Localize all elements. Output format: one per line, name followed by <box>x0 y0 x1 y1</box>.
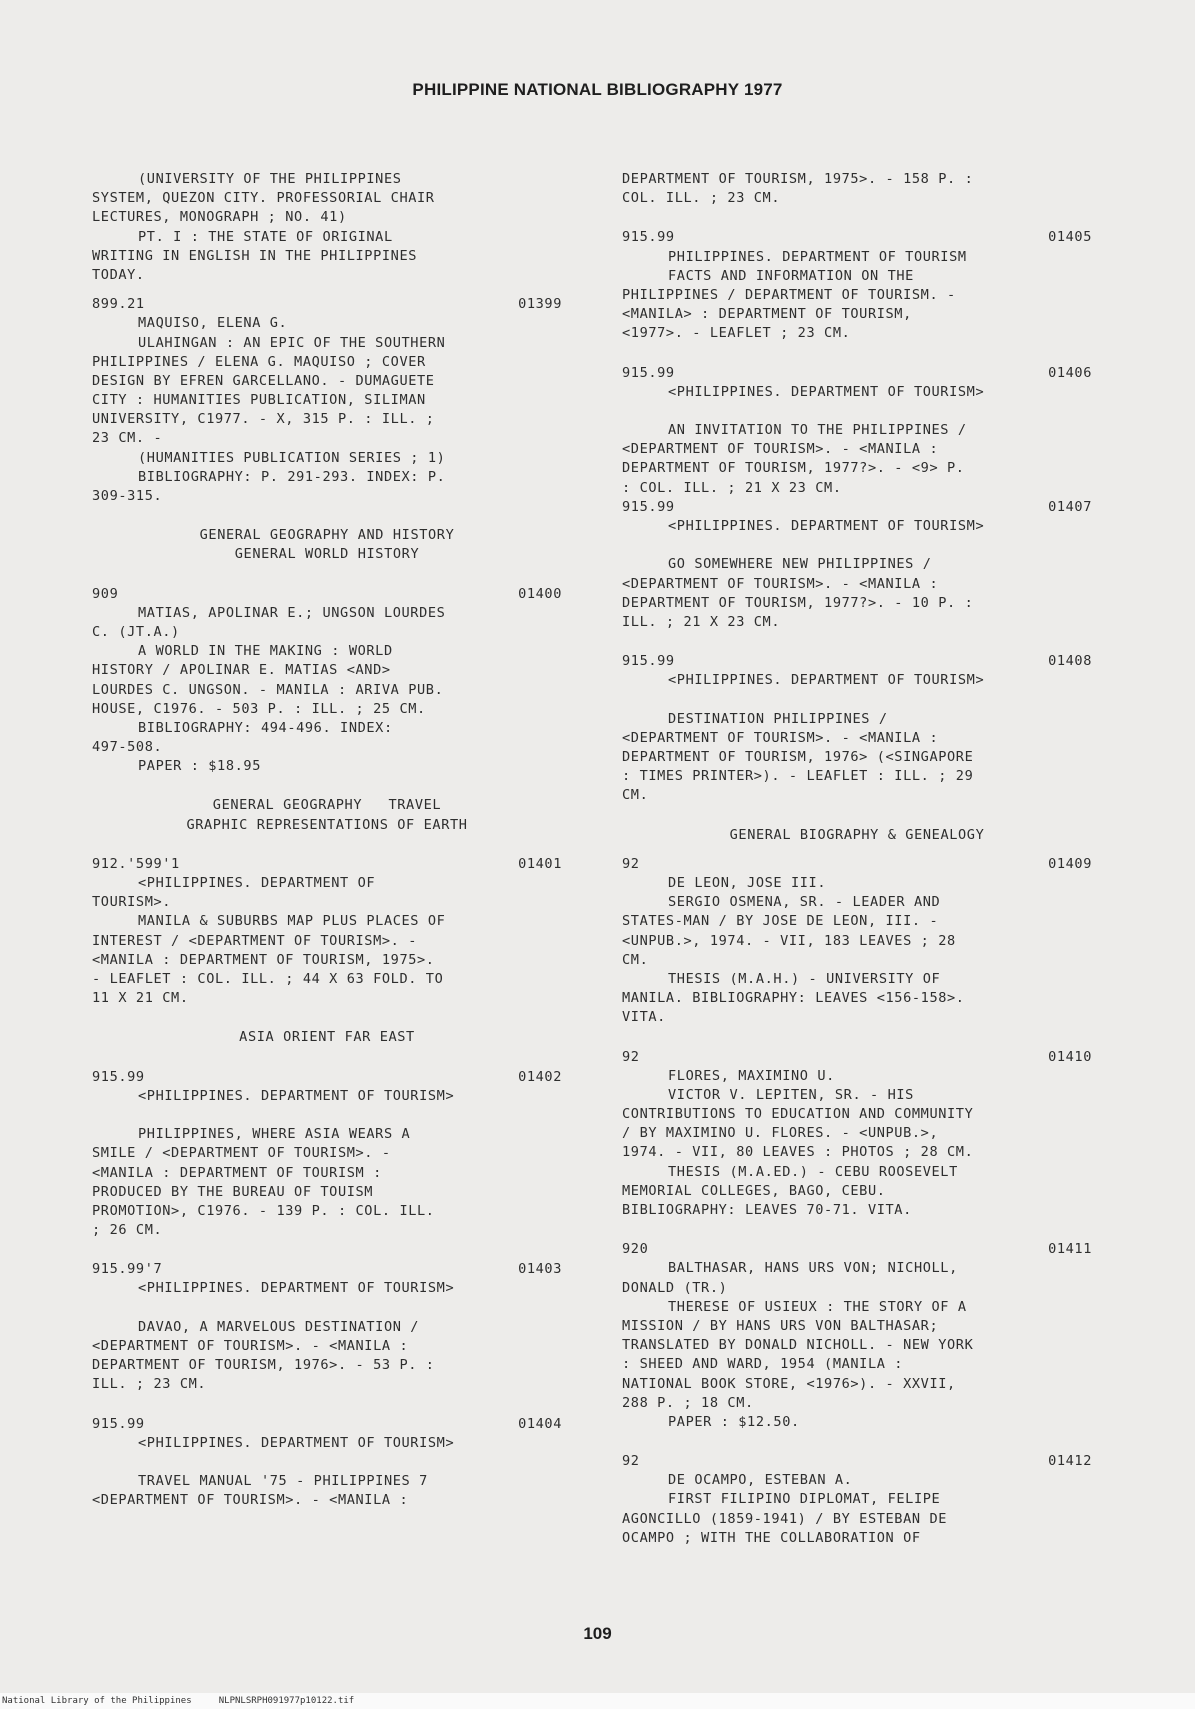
entry-header <box>622 1048 1092 1067</box>
entry-number: 01412 <box>1048 1453 1092 1470</box>
spacer <box>622 1220 1092 1240</box>
call-number: 915.99 <box>622 364 675 381</box>
entry-line: THESIS (M.A.H.) - UNIVERSITY OF <box>668 970 941 987</box>
entry-line: ILL. ; 21 X 23 CM. <box>622 613 781 630</box>
call-number: 912.'599'1 <box>92 855 180 872</box>
entry-line: MISSION / BY HANS URS VON BALTHASAR; <box>622 1317 939 1334</box>
entry-line: <DEPARTMENT OF TOURISM>. - <MANILA : <box>92 1492 409 1509</box>
subject-heading: GENERAL GEOGRAPHY AND HISTORY <box>199 527 455 544</box>
entry-line: DEPARTMENT OF TOURISM, 1976> (<SINGAPORE <box>622 749 974 766</box>
entry-header <box>92 1415 562 1434</box>
entry-line: <PHILIPPINES. DEPARTMENT OF TOURISM> <box>668 518 985 534</box>
entry-line: <MANILA : DEPARTMENT OF TOURISM, 1975>. <box>92 951 435 968</box>
subject-heading: ASIA ORIENT FAR EAST <box>239 1029 415 1046</box>
call-number: 915.99 <box>622 653 675 670</box>
entry-line: 23 CM. - <box>92 430 163 447</box>
entry-header <box>92 1068 562 1087</box>
spacer <box>622 208 1092 228</box>
entry-line: CM. <box>622 787 649 804</box>
entry-line: PHILIPPINES / ELENA G. MAQUISO ; COVER <box>92 353 426 370</box>
entry-line: DE LEON, JOSE III. <box>668 875 827 892</box>
entry-line: / BY MAXIMINO U. FLORES. - <UNPUB.>, <box>622 1125 939 1142</box>
entry-line: ULAHINGAN : AN EPIC OF THE SOUTHERN <box>138 334 446 351</box>
entry-number: 01400 <box>518 585 562 602</box>
entry-line: FACTS AND INFORMATION ON THE <box>668 267 914 284</box>
entry-line: <UNPUB.>, 1974. - VII, 183 LEAVES ; 28 <box>622 932 956 949</box>
page-header: PHILIPPINE NATIONAL BIBLIOGRAPHY 1977 <box>412 80 783 99</box>
entry-line: TRAVEL MANUAL '75 - PHILIPPINES 7 <box>138 1473 428 1490</box>
spacer <box>92 1008 562 1028</box>
entry-line: <PHILIPPINES. DEPARTMENT OF TOURISM> <box>138 1434 455 1451</box>
entry-line: TRANSLATED BY DONALD NICHOLL. - NEW YORK <box>622 1337 974 1354</box>
entry-number: 01407 <box>1048 498 1092 515</box>
entry-number: 01404 <box>518 1415 562 1432</box>
spacer <box>622 632 1092 652</box>
entry-line: WRITING IN ENGLISH IN THE PHILIPPINES <box>92 247 418 264</box>
entry-line: FIRST FILIPINO DIPLOMAT, FELIPE <box>668 1491 941 1508</box>
entry-line: AN INVITATION TO THE PHILIPPINES / <box>668 422 967 439</box>
entry-line: BIBLIOGRAPHY: LEAVES 70-71. VITA. <box>622 1202 912 1219</box>
entry-header <box>92 295 562 314</box>
entry-line: GO SOMEWHERE NEW PHILIPPINES / <box>668 556 932 573</box>
entry-line: BIBLIOGRAPHY: P. 291-293. INDEX: P. <box>138 468 446 485</box>
entry-line: ; 26 CM. <box>92 1222 163 1239</box>
entry-number: 01409 <box>1048 855 1092 872</box>
entry-line: <MANILA> : DEPARTMENT OF TOURISM, <box>622 306 912 323</box>
entry-line: DEPARTMENT OF TOURISM, 1977?>. - <9> P. <box>622 460 965 477</box>
entry-line: LOURDES C. UNGSON. - MANILA : ARIVA PUB. <box>92 681 444 698</box>
entry-line: CM. <box>622 951 649 968</box>
spacer <box>622 344 1092 364</box>
entry-line <box>622 691 1092 710</box>
entry-line: COL. ILL. ; 23 CM. <box>622 190 781 207</box>
entry-line: TOURISM>. <box>92 894 172 911</box>
entry-line: HOUSE, C1976. - 503 P. : ILL. ; 25 CM. <box>92 700 426 717</box>
entry-number: 01410 <box>1048 1048 1092 1065</box>
entry-line: PHILIPPINES / DEPARTMENT OF TOURISM. - <box>622 286 956 303</box>
spacer <box>622 806 1092 826</box>
entry-line: 309-315. <box>92 488 163 504</box>
entry-line: OCAMPO ; WITH THE COLLABORATION OF <box>622 1529 921 1546</box>
entry-header <box>622 498 1092 517</box>
entry-line: MAQUISO, ELENA G. <box>138 315 288 332</box>
entry-line: C. (JT.A.) <box>92 623 180 640</box>
entry-number: 01399 <box>518 296 562 313</box>
entry-line: PHILIPPINES. DEPARTMENT OF TOURISM <box>668 248 967 265</box>
entry-line: <PHILIPPINES. DEPARTMENT OF TOURISM> <box>668 672 985 689</box>
entry-line: DE OCAMPO, ESTEBAN A. <box>668 1472 853 1489</box>
entry-line: PAPER : $12.50. <box>668 1413 800 1430</box>
call-number: 915.99 <box>622 498 675 515</box>
entry-line: <DEPARTMENT OF TOURISM>. - <MANILA : <box>622 729 939 746</box>
entry-header <box>92 585 562 604</box>
entry-line: <DEPARTMENT OF TOURISM>. - <MANILA : <box>92 1338 409 1355</box>
entry-line: SMILE / <DEPARTMENT OF TOURISM>. - <box>92 1145 391 1162</box>
entry-number: 01402 <box>518 1068 562 1085</box>
entry-line: CONTRIBUTIONS TO EDUCATION AND COMMUNITY <box>622 1106 974 1123</box>
spacer <box>92 1048 562 1068</box>
entry-number: 01408 <box>1048 653 1092 670</box>
entry-line: MATIAS, APOLINAR E.; UNGSON LOURDES <box>138 604 446 621</box>
entry-line: BIBLIOGRAPHY: 494-496. INDEX: <box>138 719 393 736</box>
subject-heading: GENERAL GEOGRAPHY TRAVEL <box>212 797 442 814</box>
subject-heading: GENERAL WORLD HISTORY <box>234 546 420 563</box>
entry-line <box>92 1453 562 1472</box>
entry-header <box>622 1240 1092 1259</box>
call-number: 92 <box>622 855 640 872</box>
entry-line: DESIGN BY EFREN GARCELLANO. - DUMAGUETE <box>92 372 435 389</box>
call-number: 915.99 <box>92 1415 145 1432</box>
entry-line: <DEPARTMENT OF TOURISM>. - <MANILA : <box>622 575 939 592</box>
call-number: 915.99'7 <box>92 1261 163 1278</box>
entry-line: 1974. - VII, 80 LEAVES : PHOTOS ; 28 CM. <box>622 1144 974 1161</box>
entry-line: HISTORY / APOLINAR E. MATIAS <AND> <box>92 662 391 679</box>
entry-line: VICTOR V. LEPITEN, SR. - HIS <box>668 1086 914 1103</box>
spacer <box>622 1432 1092 1452</box>
entry-line: ILL. ; 23 CM. <box>92 1376 207 1393</box>
entry-header <box>622 364 1092 383</box>
entry-line: 11 X 21 CM. <box>92 990 189 1007</box>
entry-header <box>622 1452 1092 1471</box>
entry-line: THESIS (M.A.ED.) - CEBU ROOSEVELT <box>668 1163 958 1180</box>
entry-header <box>622 652 1092 671</box>
entry-header <box>92 1260 562 1279</box>
entry-line: UNIVERSITY, C1977. - X, 315 P. : ILL. ; <box>92 411 435 428</box>
entry-number: 01405 <box>1048 229 1092 246</box>
entry-line: PROMOTION>, C1976. - 139 P. : COL. ILL. <box>92 1202 435 1219</box>
entry-number: 01406 <box>1048 364 1092 381</box>
subject-heading: GRAPHIC REPRESENTATIONS OF EARTH <box>186 816 468 833</box>
entry-line: VITA. <box>622 1009 666 1026</box>
entry-line: : COL. ILL. ; 21 X 23 CM. <box>622 479 842 496</box>
entry-line: MANILA & SUBURBS MAP PLUS PLACES OF <box>138 913 446 930</box>
entry-line: PHILIPPINES, WHERE ASIA WEARS A <box>138 1126 411 1143</box>
spacer <box>92 1395 562 1415</box>
entry-line: <DEPARTMENT OF TOURISM>. - <MANILA : <box>622 441 939 458</box>
entry-line <box>92 1106 562 1125</box>
spacer <box>92 835 562 855</box>
entry-number: 01403 <box>518 1261 562 1278</box>
entry-line: FLORES, MAXIMINO U. <box>668 1067 835 1084</box>
entry-line: <PHILIPPINES. DEPARTMENT OF TOURISM> <box>668 383 985 400</box>
entry-line: <MANILA : DEPARTMENT OF TOURISM : <box>92 1164 382 1181</box>
spacer <box>92 285 562 295</box>
entry-line: (UNIVERSITY OF THE PHILIPPINES <box>138 171 402 187</box>
call-number: 899.21 <box>92 296 145 313</box>
entry-line: NATIONAL BOOK STORE, <1976>). - XXVII, <box>622 1375 956 1392</box>
left-column <box>92 170 562 1511</box>
entry-line: PT. I : THE STATE OF ORIGINAL <box>138 228 393 245</box>
subject-heading: GENERAL BIOGRAPHY & GENEALOGY <box>729 826 985 843</box>
entry-line: STATES-MAN / BY JOSE DE LEON, III. - <box>622 913 939 930</box>
right-column <box>622 170 1092 1548</box>
entry-line: AGONCILLO (1859-1941) / BY ESTEBAN DE <box>622 1510 948 1527</box>
spacer <box>92 506 562 526</box>
call-number: 920 <box>622 1241 649 1258</box>
entry-line: CITY : HUMANITIES PUBLICATION, SILIMAN <box>92 392 426 409</box>
entry-line: 497-508. <box>92 739 163 756</box>
spacer <box>622 845 1092 855</box>
spacer <box>92 565 562 585</box>
spacer <box>92 776 562 796</box>
call-number: 909 <box>92 585 119 602</box>
entry-line: LECTURES, MONOGRAPH ; NO. 41) <box>92 209 347 226</box>
entry-line: PAPER : $18.95 <box>138 758 261 775</box>
entry-line: MEMORIAL COLLEGES, BAGO, CEBU. <box>622 1182 886 1199</box>
entry-line: INTEREST / <DEPARTMENT OF TOURISM>. - <box>92 932 418 949</box>
entry-line: <PHILIPPINES. DEPARTMENT OF TOURISM> <box>138 1280 455 1297</box>
entry-line <box>622 402 1092 421</box>
entry-line: DONALD (TR.) <box>622 1279 728 1296</box>
entry-line: - LEAFLET : COL. ILL. ; 44 X 63 FOLD. TO <box>92 971 444 987</box>
entry-line: : TIMES PRINTER>). - LEAFLET : ILL. ; 29 <box>622 768 974 785</box>
call-number: 92 <box>622 1048 640 1065</box>
entry-line: SERGIO OSMENA, SR. - LEADER AND <box>668 894 941 911</box>
entry-line: DEPARTMENT OF TOURISM, 1977?>. - 10 P. : <box>622 594 974 611</box>
entry-line: A WORLD IN THE MAKING : WORLD <box>138 643 393 660</box>
entry-header <box>622 228 1092 247</box>
entry-number: 01411 <box>1048 1241 1092 1258</box>
entry-line: <1977>. - LEAFLET ; 23 CM. <box>622 325 851 342</box>
entry-line: DESTINATION PHILIPPINES / <box>668 710 888 727</box>
entry-line: DAVAO, A MARVELOUS DESTINATION / <box>138 1318 420 1335</box>
entry-line: 288 P. ; 18 CM. <box>622 1394 754 1411</box>
entry-line: BALTHASAR, HANS URS VON; NICHOLL, <box>668 1260 958 1277</box>
entry-header <box>622 855 1092 874</box>
entry-line: DEPARTMENT OF TOURISM, 1975>. - 158 P. : <box>622 171 974 187</box>
call-number: 915.99 <box>622 229 675 246</box>
entry-line: MANILA. BIBLIOGRAPHY: LEAVES <156-158>. <box>622 990 965 1007</box>
entry-line: <PHILIPPINES. DEPARTMENT OF TOURISM> <box>138 1087 455 1104</box>
entry-line: TODAY. <box>92 266 145 283</box>
spacer <box>92 1240 562 1260</box>
entry-number: 01401 <box>518 855 562 872</box>
scan-footer: National Library of the Philippines NLPNLSRPH091977p10122.tif <box>0 1693 1195 1709</box>
entry-header <box>92 855 562 874</box>
entry-line: THERESE OF USIEUX : THE STORY OF A <box>668 1298 967 1315</box>
entry-line: DEPARTMENT OF TOURISM, 1976>. - 53 P. : <box>92 1357 435 1374</box>
call-number: 92 <box>622 1453 640 1470</box>
call-number: 915.99 <box>92 1068 145 1085</box>
entry-line: (HUMANITIES PUBLICATION SERIES ; 1) <box>138 449 446 466</box>
entry-line: PRODUCED BY THE BUREAU OF TOUISM <box>92 1183 374 1200</box>
entry-line <box>92 1299 562 1318</box>
entry-line: <PHILIPPINES. DEPARTMENT OF <box>138 875 376 892</box>
entry-line: SYSTEM, QUEZON CITY. PROFESSORIAL CHAIR <box>92 190 435 207</box>
page-number: 109 <box>583 1624 612 1643</box>
entry-line <box>622 536 1092 555</box>
entry-line: : SHEED AND WARD, 1954 (MANILA : <box>622 1356 904 1373</box>
spacer <box>622 1028 1092 1048</box>
